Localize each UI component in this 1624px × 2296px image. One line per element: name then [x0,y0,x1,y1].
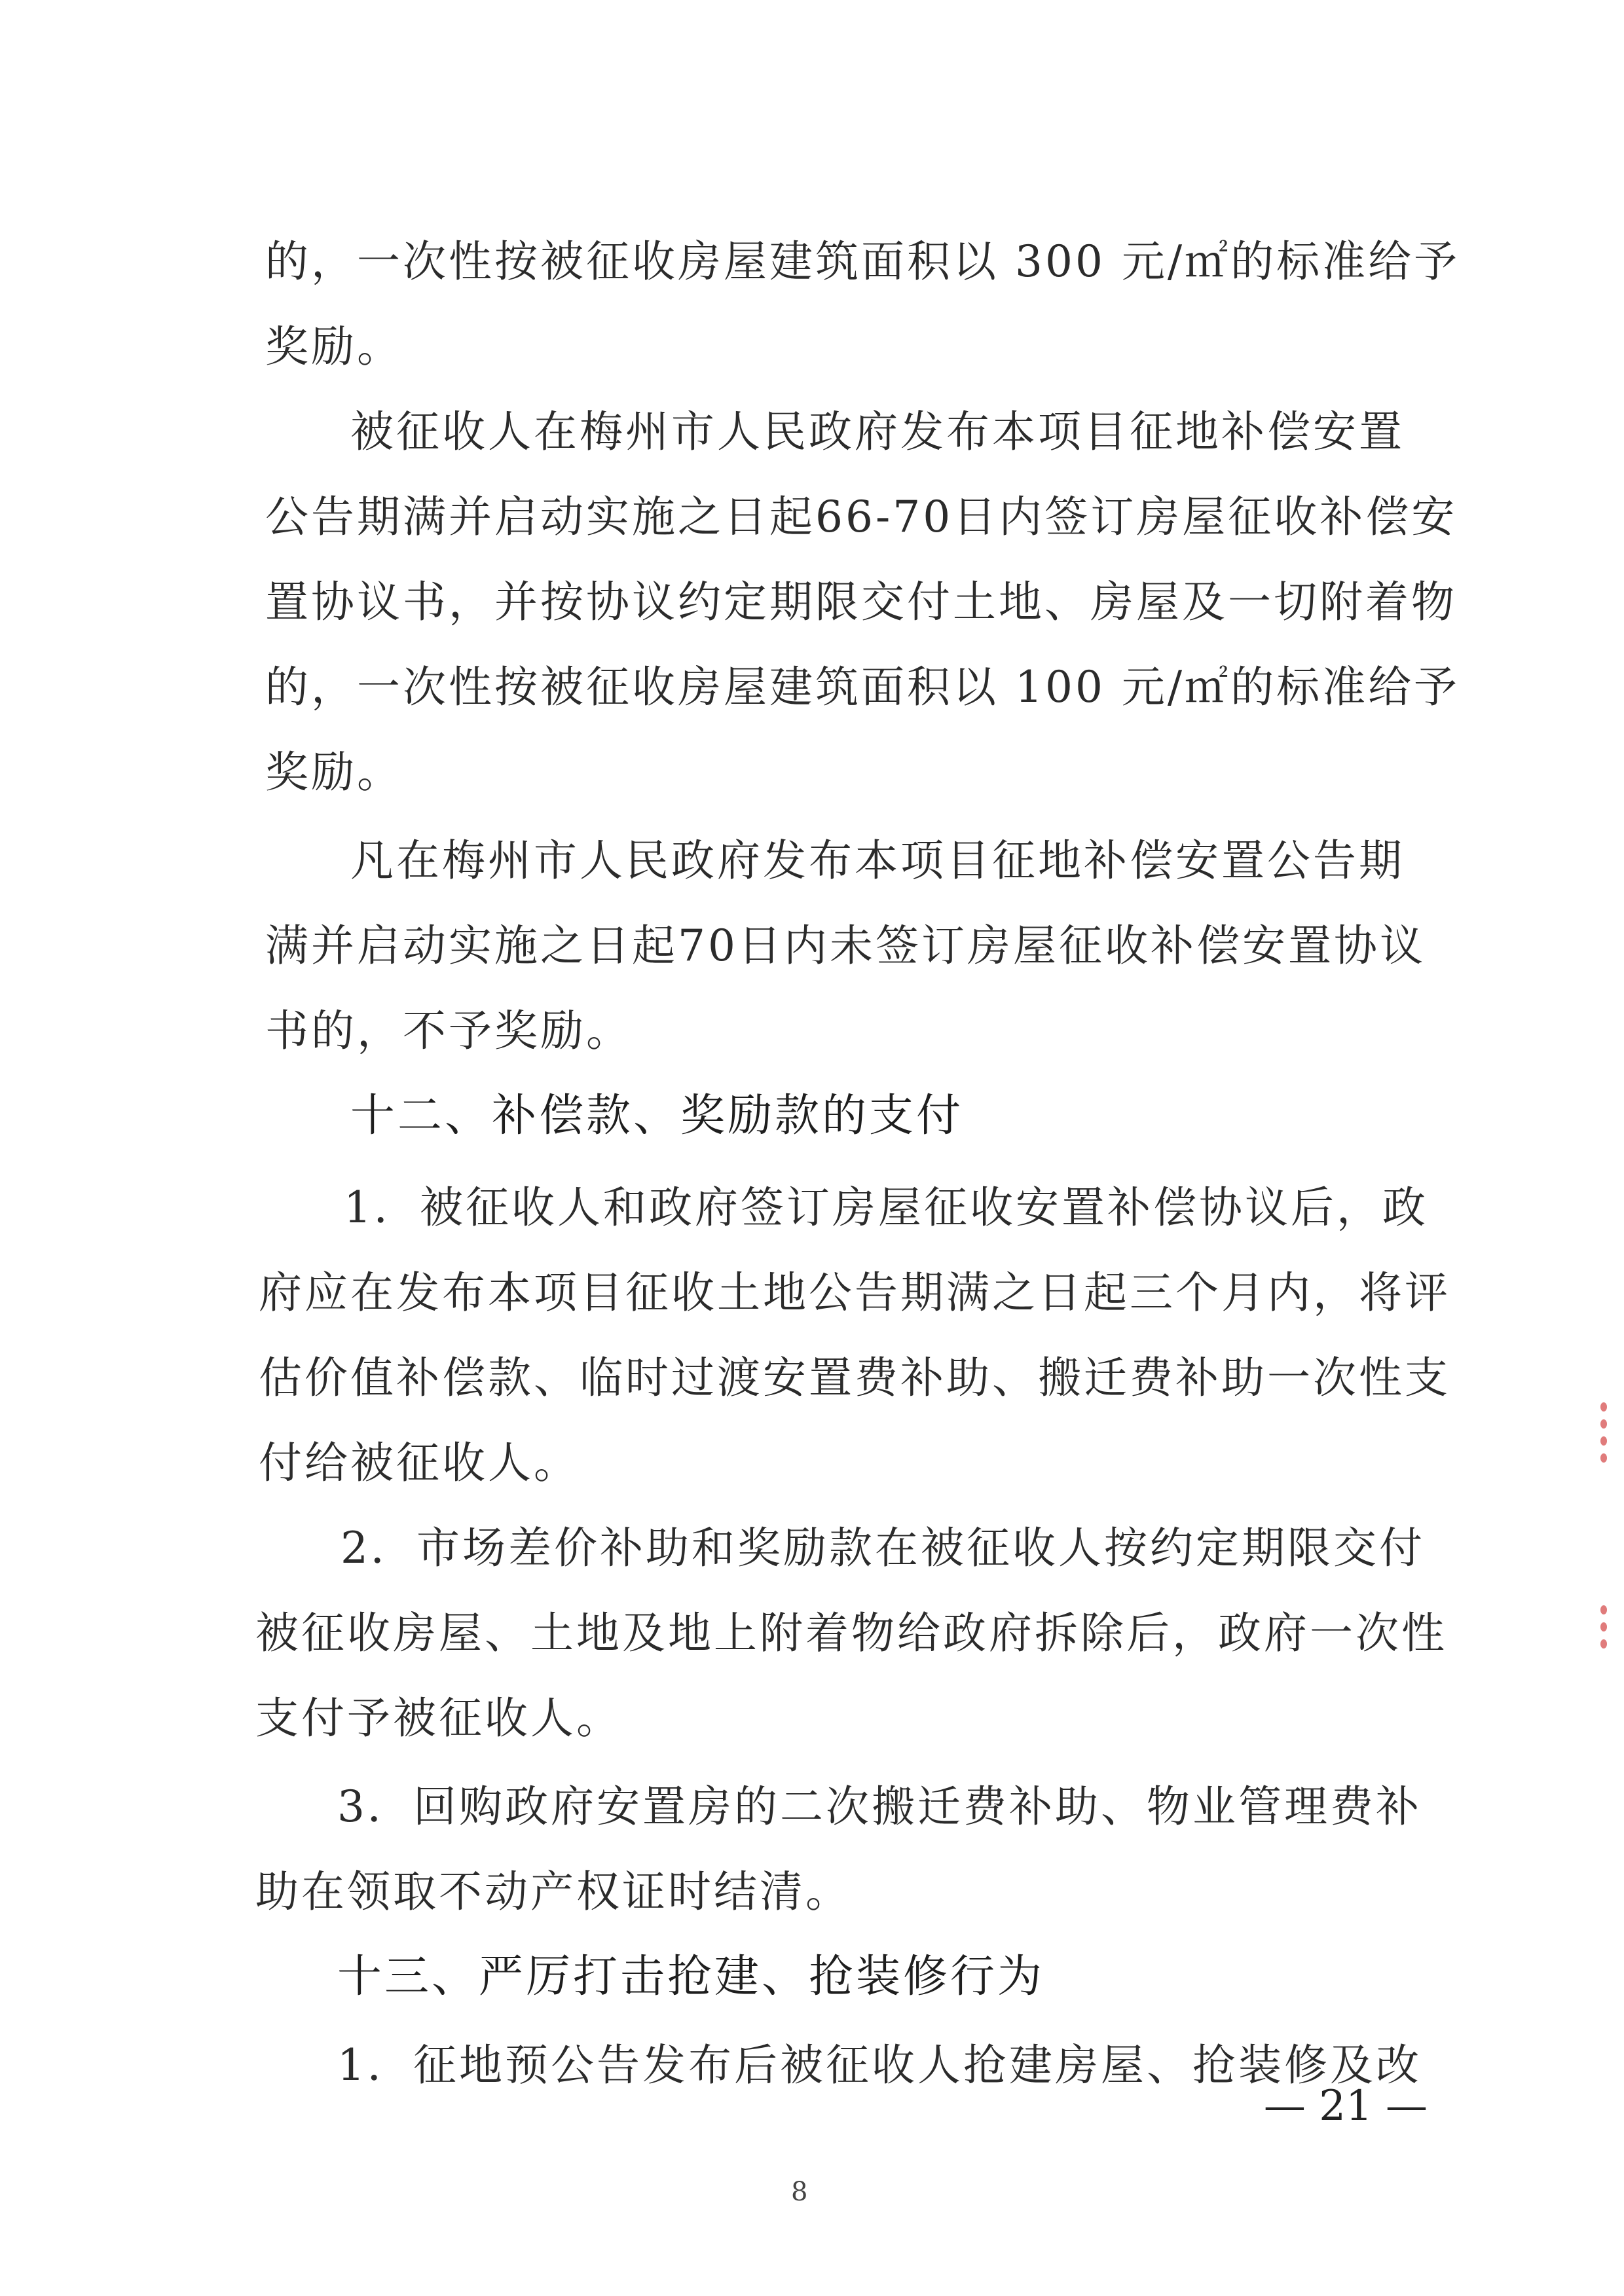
text-line-19 [0,1768,1624,1846]
section-heading-12 [0,1077,1624,1156]
line-text: 书的，不予奖励。 [265,1006,632,1056]
text-line-15 [0,1424,1624,1503]
line-text: 的，一次性按被征收房屋建筑面积以 300 元/㎡的标准给予 [265,236,1460,287]
text-line-12 [0,1169,1624,1247]
line-text: 满并启动实施之日起70日内未签订房屋征收补偿安置协议 [265,920,1426,971]
line-text: 奖励。 [265,321,403,372]
text-line-13 [0,1254,1624,1332]
text-line-14 [0,1339,1624,1417]
seal-fragment-icon [1591,1597,1624,1649]
text-line-10 [0,992,1624,1070]
text-line-1 [0,223,1624,301]
heading-text: 十二、补偿款、奖励款的支付 [350,1090,964,1142]
scan-page-number: 8 [791,2177,808,2207]
line-text: 3．回购政府安置房的二次搬迁费补助、物业管理费补 [337,1781,1422,1832]
line-text: 被征收人在梅州市人民政府发布本项目征地补偿安置 [350,407,1405,457]
line-text: 被征收房屋、土地及地上附着物给政府拆除后，政府一次性 [255,1608,1447,1658]
line-text: 凡在梅州市人民政府发布本项目征地补偿安置公告期 [350,835,1405,886]
text-line-17 [0,1594,1624,1673]
line-text: 1．征地预公告发布后被征收人抢建房屋、抢装修及改 [337,2040,1422,2090]
page-number: — 21 — [1263,2082,1428,2130]
text-line-18 [0,1679,1624,1758]
line-text: 1．被征收人和政府签订房屋征收安置补偿协议后，政 [344,1182,1428,1233]
section-heading-13 [0,1938,1624,2016]
text-line-6 [0,648,1624,727]
line-text: 助在领取不动产权证时结清。 [255,1867,851,1917]
line-text: 估价值补偿款、临时过渡安置费补助、搬迁费补助一次性支 [259,1353,1450,1403]
line-text: 支付予被征收人。 [255,1693,622,1743]
line-text: 的，一次性按被征收房屋建筑面积以 100 元/㎡的标准给予 [265,662,1460,712]
text-line-8 [0,822,1624,900]
text-line-4 [0,478,1624,556]
text-line-2 [0,308,1624,386]
text-line-3 [0,393,1624,471]
heading-text: 十三、严厉打击抢建、抢装修行为 [337,1951,1045,2003]
text-line-5 [0,563,1624,642]
line-text: 奖励。 [265,747,403,797]
text-line-16 [0,1509,1624,1588]
text-line-7 [0,733,1624,812]
line-text: 公告期满并启动实施之日起66-70日内签订房屋征收补偿安 [265,492,1458,542]
line-text: 置协议书，并按协议约定期限交付土地、房屋及一切附着物 [265,577,1457,627]
line-text: 府应在发布本项目征收土地公告期满之日起三个月内，将评 [259,1267,1450,1318]
text-line-20 [0,1853,1624,1931]
seal-fragment-icon [1591,1394,1624,1463]
text-line-9 [0,907,1624,985]
line-text: 付给被征收人。 [259,1438,580,1488]
line-text: 2．市场差价补助和奖励款在被征收人按约定期限交付 [341,1523,1425,1573]
